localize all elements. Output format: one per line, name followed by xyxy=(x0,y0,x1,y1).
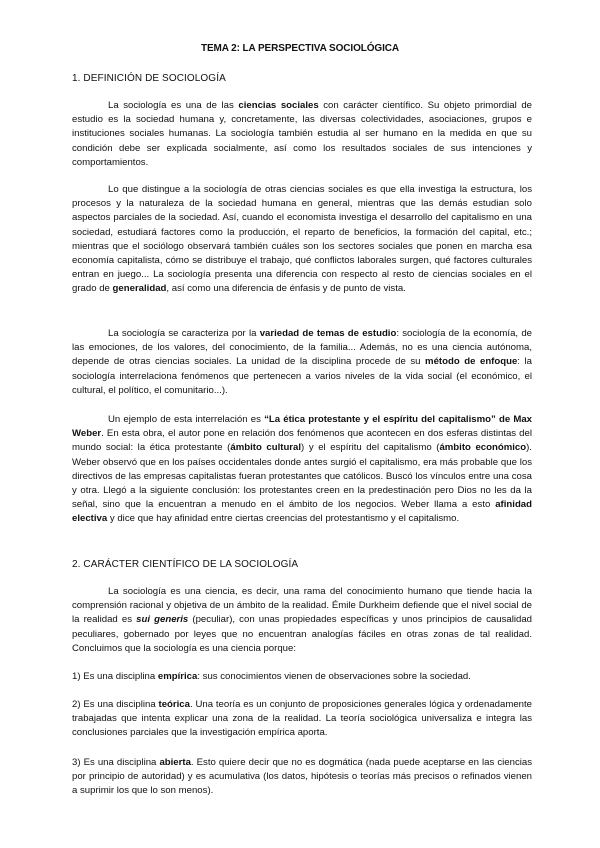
section-2-item-1: 1) Es una disciplina empírica: sus conocimientos vienen de observaciones sobre la sociedad. xyxy=(72,671,471,682)
section-1-heading: 1. DEFINICIÓN DE SOCIOLOGÍA xyxy=(72,73,226,84)
section-1-paragraph-1: La sociología es una de las ciencias sociales con carácter científico. Su objeto primordial de estudio es la sociedad humana y, concretamente, las diversas colectividades, asociaciones, grupos e instituciones sociales humanas. La sociología también estudia al ser humano en la medida en que su condición debe ser explicada socialmente, así como los resultados sociales de sus intenciones y comportamientos. xyxy=(72,100,532,168)
section-2-heading: 2. CARÁCTER CIENTÍFICO DE LA SOCIOLOGÍA xyxy=(72,559,299,570)
section-1-paragraph-2: Lo que distingue a la sociología de otras ciencias sociales es que ella investiga la estructura, los procesos y la naturaleza de la sociedad humana en general, mientras que las demás estudian solo aspectos parciales de la sociedad. Así, cuando el economista investiga el desarrollo del capitalismo en una sociedad, estudiará factores como la producción, el reparto de beneficios, la formación del capital, etc.; mientras que el sociólogo observará también cuáles son los sectores sociales que ponen en marcha esa economía capitalista, cómo se distribuye el trabajo, qué conflictos laborales surgen, qué factores culturales entran en juego... La sociología presenta una diferencia con respecto al resto de ciencias sociales en el grado de generalidad, así como una diferencia de énfasis y de punto de vista. xyxy=(72,184,532,295)
document-title: TEMA 2: LA PERSPECTIVA SOCIOLÓGICA xyxy=(200,43,400,54)
section-2-item-2: 2) Es una disciplina teórica. Una teoría es un conjunto de proposiciones generales lógica y ordenadamente trabajadas que intenta explicar una zona de la realidad. La teoría sociológica universaliza e integra las conclusiones parciales que la investigación empírica aporta. xyxy=(72,699,532,739)
section-2-paragraph-1: La sociología es una ciencia, es decir, una rama del conocimiento humano que tiende hacia la comprensión racional y objetiva de un ámbito de la realidad. Émile Durkheim defiende que el nivel social de la realidad es sui generis (peculiar), con unas propiedades específicas y unos principios de causalidad peculiares, gobernado por leyes que no encuentran analogías fáciles en otras zonas de tal realidad. Concluimos que la sociología es una ciencia porque: xyxy=(72,586,532,654)
section-1-paragraph-3: La sociología se caracteriza por la variedad de temas de estudio: sociología de la economía, de las emociones, de los valores, del conocimiento, de la familia... Además, no es una ciencia autónoma, depende de otras ciencias sociales. La unidad de la disciplina procede de su método de enfoque: la sociología interrelaciona fenómenos que pertenecen a varios niveles de la vida social (el económico, el cultural, el político, el comunitario...). xyxy=(72,328,533,396)
section-2-item-3: 3) Es una disciplina abierta. Esto quiere decir que no es dogmática (nada puede aceptarse en las ciencias por principio de autoridad) y es acumulativa (los datos, hipótesis o teorías más precisos o refinados vienen a suprimir los que lo son menos). xyxy=(72,757,533,797)
section-1-paragraph-4: Un ejemplo de esta interrelación es “La ética protestante y el espíritu del capitalismo” de Max Weber. En esta obra, el autor pone en relación dos fenómenos que acontecen en dos esferas distintas del mundo social: la ética protestante (ámbito cultural) y el espíritu del capitalismo (ámbito económico). Weber observó que en los países occidentales donde antes surgió el capitalismo, era más probable que los directivos de las empresas capitalistas fueran protestantes que católicos. Buscó los vínculos entre una cosa y otra. Llegó a la siguiente conclusión: los protestantes creen en la predestinación pero Dios no les da la señal, sino que la encuentran a menudo en el ámbito de los negocios. Weber llama a esto afinidad electiva y dice que hay afinidad entre ciertas creencias del protestantismo y el capitalismo. xyxy=(72,414,532,525)
